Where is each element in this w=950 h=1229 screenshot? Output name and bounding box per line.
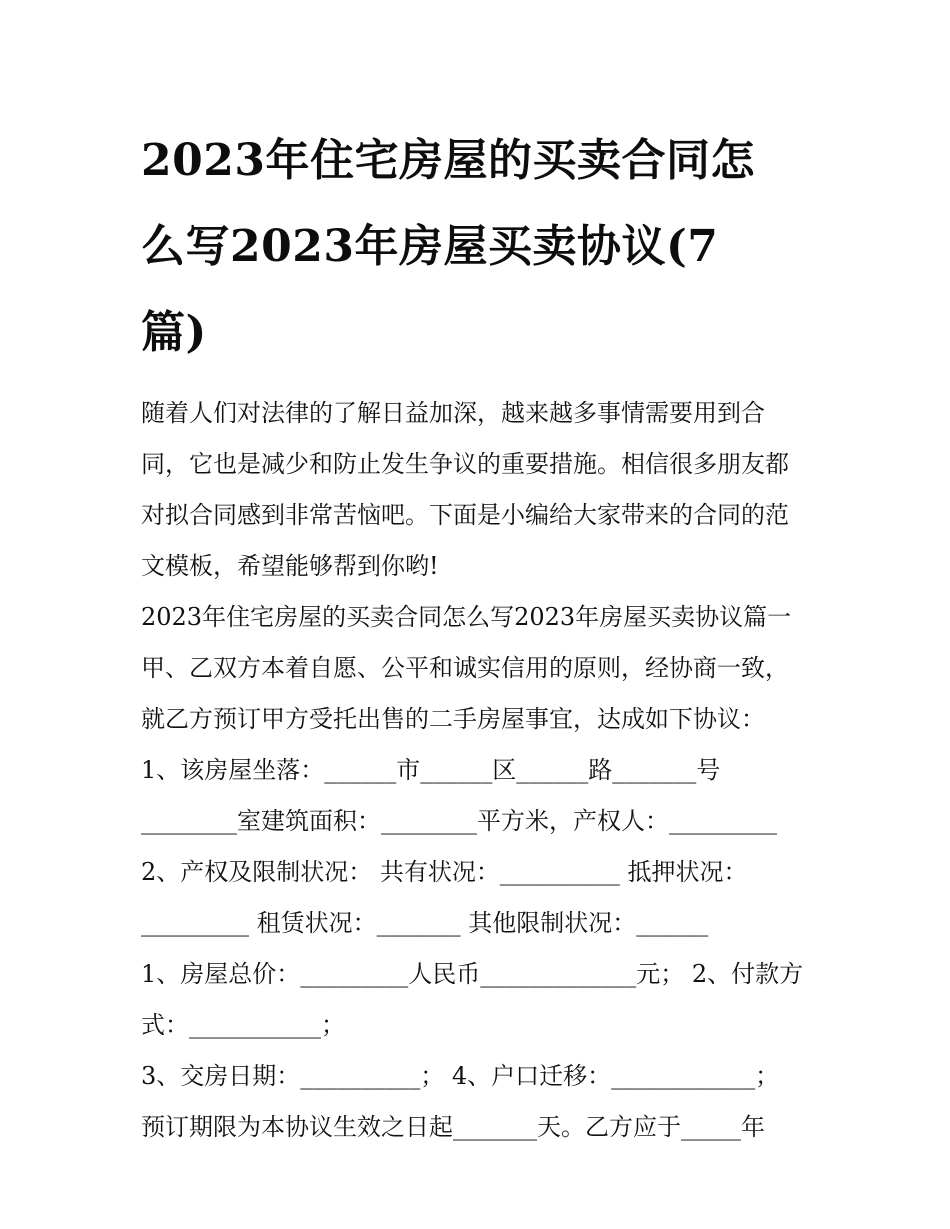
- intro-paragraph-line: 随着人们对法律的了解日益加深，越来越多事情需要用到合: [141, 399, 765, 427]
- agreement-line: 甲、乙双方本着自愿、公平和诚实信用的原则，经协商一致，: [141, 654, 789, 682]
- section-heading: 2023年住宅房屋的买卖合同怎么写2023年房屋买卖协议篇一: [141, 603, 792, 631]
- intro-paragraph-line: 同，它也是减少和防止发生争议的重要措施。相信很多朋友都: [141, 450, 789, 478]
- document-body: [141, 388, 821, 1153]
- document-page: [141, 118, 821, 1153]
- title-line: 篇): [141, 307, 207, 358]
- form-field-line: 式：___________；: [141, 1011, 345, 1039]
- title-line: 么写2023年房屋买卖协议(7: [141, 221, 719, 272]
- form-field-line: 2、产权及限制状况： 共有状况：__________ 抵押状况：: [141, 858, 748, 886]
- form-field-line: 3、交房日期：__________； 4、户口迁移：____________；: [141, 1062, 780, 1090]
- form-field-line: 1、房屋总价：_________人民币_____________元； 2、付款方: [141, 960, 804, 988]
- intro-paragraph-line: 文模板，希望能够帮到你哟!: [141, 552, 439, 580]
- agreement-line: 就乙方预订甲方受托出售的二手房屋事宜，达成如下协议：: [141, 705, 765, 733]
- form-field-line: _________ 租赁状况：_______ 其他限制状况：______: [141, 909, 709, 937]
- form-field-line: ________室建筑面积：________平方米，产权人：_________: [141, 807, 777, 835]
- document-title: [141, 118, 821, 376]
- form-field-line: 1、该房屋坐落：______市______区______路_______号: [141, 756, 721, 784]
- title-line: 2023年住宅房屋的买卖合同怎: [141, 135, 755, 186]
- intro-paragraph-line: 对拟合同感到非常苦恼吧。下面是小编给大家带来的合同的范: [141, 501, 789, 529]
- form-field-line: 预订期限为本协议生效之日起_______天。乙方应于_____年: [141, 1113, 765, 1141]
